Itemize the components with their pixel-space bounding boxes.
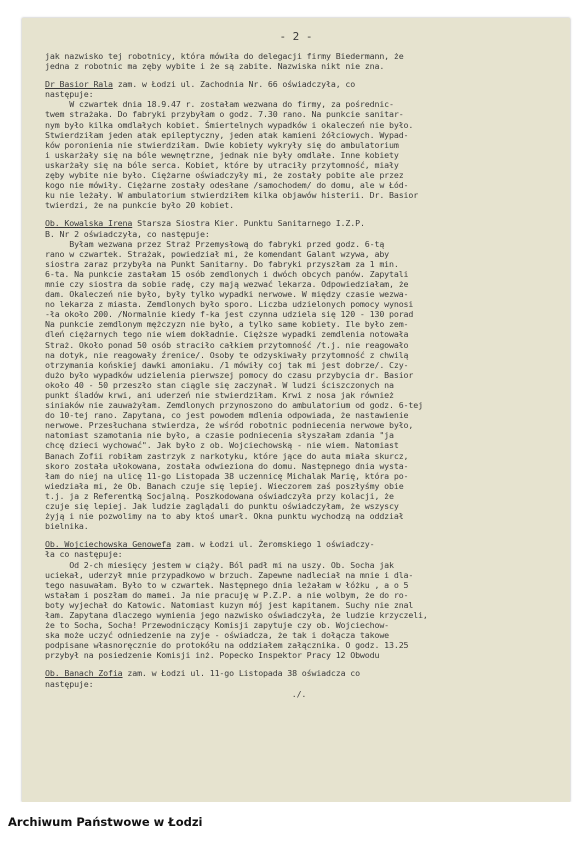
text-line: Od 2-ch miesięcy jestem w ciąży. Ból padł mi na uszy. Ob. Socha jak <box>45 559 394 570</box>
text-line: W czwartek dnia 18.9.47 r. zostałam wezwana do firmy, za pośrednic- <box>45 99 394 110</box>
text-line: natomiast szamotania nie było, a czasie podniecenia słyszałam zdania "ja <box>45 430 394 441</box>
archive-footer: Archiwum Państwowe w Łodzi <box>0 802 588 840</box>
text-line: Ob. Wojciechowska Genowefa zam. w Łodzi ul. Żeromskiego 1 oświadczy- <box>45 539 375 550</box>
text-line: Byłam wezwana przez Straż Przemysłową do fabryki przed godz. 6-tą <box>45 238 385 249</box>
paragraph-gap <box>45 531 553 539</box>
statement-heading: Ob. Banach Zofia <box>45 668 123 679</box>
text-line: uskarżały się na bóle serca. Kobiet, które by utraciły przytomność, miały <box>45 159 399 170</box>
text-line: przybył na posiedzenie Komisji inż. Popecko Inspektor Pracy 12 Obwodu <box>45 650 380 661</box>
statement-heading: Ob. Kowalska Irena <box>45 218 133 229</box>
text-line: Stwierdziłam jeden atak epileptyczny, jeden atak kamieni żółciowych. Wypad- <box>45 129 409 140</box>
text-line: Dr Basior Rala zam. w Łodzi ul. Zachodnia Nr. 66 oświadczyła, co <box>45 79 356 90</box>
text-line: ków poronienia nie stwierdziłam. Dwie kobiety wykryły się do ambulatorium <box>45 139 399 150</box>
page-end-mark: ./. <box>291 688 307 699</box>
text-line: Na punkcie zemdlonym mężczyzn nie było, a tylko same kobiety. Ile było zem- <box>45 319 409 330</box>
text-line: no lekarza z miasta. Zemdlonych było sporo. Liczba udzielonych pomocy wynosi <box>45 299 414 310</box>
text-line: Straż. Około ponad 50 osób straciło całkiem przytomność /t.j. nie reagowało <box>45 339 409 350</box>
paragraph-gap <box>45 660 553 668</box>
text-line: otrzymania końskiej dawki amoniaku. /1 mówiły coj tak mi jest dobrze/. Czy- <box>45 359 409 370</box>
text-line: siniaków nie zauważyłam. Zemdlonych przynoszono do ambulatorium od godz. 6-tej <box>45 400 423 411</box>
document-body <box>45 51 553 699</box>
paragraph-gap <box>45 210 553 218</box>
paragraph <box>45 668 553 688</box>
text-line: i uskarżały się na bóle wewnętrzne, jednak nie były omdlałe. Inne kobiety <box>45 149 399 160</box>
paragraph <box>45 51 553 71</box>
text-line: mnie czy siostra da sobie radę, czy mają wezwać lekarza. Odpowiedziałam, że <box>45 278 409 289</box>
text-line: że to Socha, Socha! Przewodniczący Komisji zapytuje czy ob. Wojciechow- <box>45 620 390 631</box>
text-line: dam. Okaleczeń nie było, były tylko wypadki nerwowe. W między czasie wezwa- <box>45 289 409 300</box>
text-line: na dotyk, nie reagowały źrenice/. Osoby te odzyskiwały przytomność z chwilą <box>45 349 409 360</box>
text-line: jak nazwisko tej robotnicy, która mówiła do delegacji firmy Biedermann, że <box>45 51 404 61</box>
text-line: rano w czwartek. Strażak, powiedział mi, że komendant Galant wzywa, aby <box>45 248 390 259</box>
document-page <box>22 18 570 802</box>
text-line: nym było kilka omdlałych kobiet. Śmiertelnych wypadków i okaleczeń nie było. <box>45 119 414 130</box>
paragraph <box>45 79 553 210</box>
text-line: punkt śladów krwi, ani uderzeń nie stwierdziłam. Krwi z nosa jak również <box>45 390 394 400</box>
text-line: dużo było wypadków udzielenia pierwszej pomocy do czasu przybycia dr. Basior <box>45 369 414 380</box>
text-line: nerwowe. Przesłuchana stwierdza, że wśród robotnic podniecenia nerwowe było, <box>45 420 414 431</box>
text-line: podpisane własnoręcznie do protokółu na oddziałem załącznika. O godz. 13.25 <box>45 640 409 651</box>
text-line: łam. Zapytana dlaczego wymienia jego nazwisko oświadczyła, że ludzie krzyczeli, <box>45 609 428 620</box>
text-line: Ob. Kowalska Irena Starsza Siostra Kier. Punktu Sanitarnego I.Z.P. <box>45 218 365 229</box>
text-line: ska może uczyć odniedzenie na zyje - oświadcza, że tak i dołącza takowe <box>45 630 390 641</box>
text-line: bielnika. <box>45 521 89 532</box>
text-line: dleń ciężarnych tego nie wiem dokładnie. Cięższe wypadki zemdlenia notowała <box>45 329 409 340</box>
text-line: około 40 - 50 przeszło stan ciągle się zaczynał. W ludzi ściszczonych na <box>45 379 394 390</box>
paragraph <box>45 539 553 660</box>
text-line: Banach Zofii robiłam zastrzyk z narkotyku, które jące do auta miała skurcz, <box>45 450 409 461</box>
text-line: żyją i nie pozwolimy na to aby ktoś umarł. Okna punktu wychodzą na oddział <box>45 511 404 522</box>
text-line: następuje: <box>45 89 94 100</box>
text-line: wstałam i poszłam do mamei. Ja nie pracuję w P.Z.P. a nie wolbym, że do ro- <box>45 589 409 600</box>
text-line: kogo nie mówiły. Ciężarne zostały odesłane /samochodem/ do domu, ale w Łód- <box>45 180 409 191</box>
text-line: ku nie leżały. W ambulatorium stwierdziłem kilka objawów histerii. Dr. Basior <box>45 190 419 201</box>
text-line: ła co następuje: <box>45 549 123 560</box>
statement-heading: Ob. Wojciechowska Genowefa <box>45 539 171 550</box>
text-line: twem strażaka. Do fabryki przybyłam o godz. 7.30 rano. Na punkcie sanitar- <box>45 109 404 120</box>
text-line: tego nasuwałam. Było to w czwartek. Następnego dnia leżałam w łóżku , a o 5 <box>45 579 409 590</box>
text-line: zęby wybite nie było. Ciężarne oświadczyły mi, że zostały pobite ale przez <box>45 170 404 181</box>
paragraph-gap <box>45 71 553 79</box>
text-line: do 10-tej rano. Zapytana, co jest powodem mdlenia odpowiada, że nastawienie <box>45 410 409 421</box>
text-line: uciekał, uderzył mnie przypadkowo w brzuch. Zapewne nadleciał na mnie i dla- <box>45 569 414 580</box>
paragraph <box>45 218 553 531</box>
text-line: 6-ta. Na punkcie zastałam 15 osób zemdlonych i dwóch obcych panów. Zapytali <box>45 268 409 279</box>
text-line: siostra zaraz przybyła na Punkt Sanitarny. Do fabryki przyszłam za 1 min. <box>45 258 399 269</box>
page-number: - 2 - <box>279 30 313 43</box>
statement-heading: Dr Basior Rala <box>45 79 113 90</box>
text-line: Ob. Banach Zofia zam. w Łodzi ul. 11-go Listopada 38 oświadcza co <box>45 668 360 679</box>
text-line: twierdzi, że na punkcie było 20 kobiet. <box>45 200 234 211</box>
text-line: boty wyjechał do Katowic. Natomiast kuzyn mój jest kapitanem. Suchy nie znal <box>45 599 414 610</box>
text-line: czuje się lepiej. Jak ludzie zaglądali do punktu oświadczyłam, że wszyscy <box>45 501 399 512</box>
text-line: t.j. ja z Referentką Socjalną. Poszkodowana oświadczyła przy kolacji, że <box>45 490 394 501</box>
text-line: chcę dzieci wychować". Jak było z ob. Wojciechowską - nie wiem. Natomiast <box>45 440 399 451</box>
text-line: B. Nr 2 oświadczyła, co następuje: <box>45 228 210 239</box>
text-line: następuje: <box>45 678 94 689</box>
text-line: łam do niej na ulicę 11-go Listopada 38 uczennicę Michalak Marię, która po- <box>45 470 409 481</box>
text-line: -ła około 200. /Normalnie kiedy f-ka jest czynna udziela się 120 - 130 porad <box>45 309 414 320</box>
text-line: jedna z robotnic ma zęby wybite i że są zabite. Nazwiska nikt nie zna. <box>45 61 385 72</box>
text-line: wiedziała mi, że Ob. Banach czuje się lepiej. Wieczorem zaś poszłyśmy obie <box>45 480 404 491</box>
text-line: skoro została ułokowana, została odwieziona do domu. Następnego dnia wysta- <box>45 460 409 471</box>
